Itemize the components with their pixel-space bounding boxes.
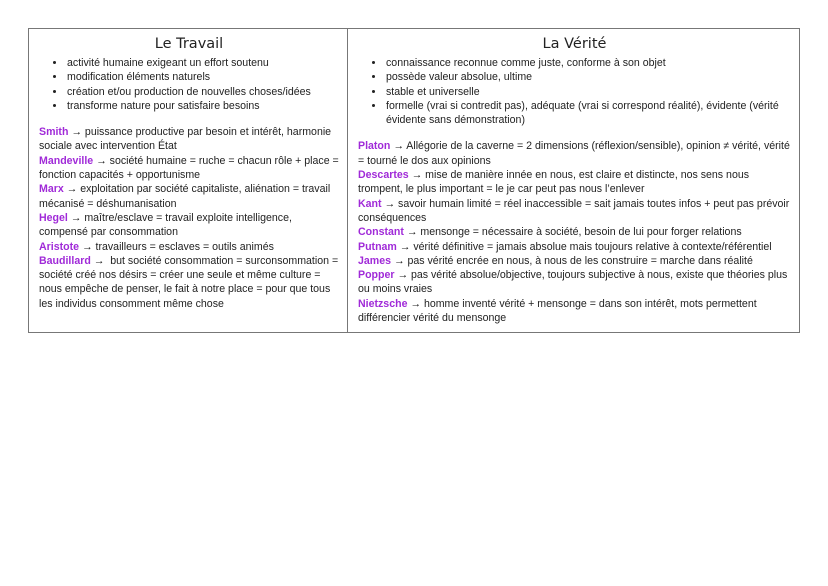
philosopher-name: Hegel bbox=[39, 211, 68, 224]
travail-bullet-list bbox=[39, 56, 339, 113]
entry-text: mensonge = nécessaire à société, besoin de lui pour forger relations bbox=[420, 226, 742, 239]
arrow-icon: → bbox=[68, 126, 85, 139]
arrow-icon: → bbox=[403, 226, 421, 239]
notes-table bbox=[28, 28, 800, 333]
entry-text: mise de manière innée en nous, est claire et distincte, nos sens nous trompent, le plus important = le je car peut pas nous l’enlever bbox=[358, 169, 750, 196]
travail-entry-baudillard bbox=[39, 254, 339, 311]
verite-entry-platon bbox=[358, 139, 791, 168]
arrow-icon: → bbox=[407, 297, 424, 310]
entry-text: exploitation par société capitaliste, aliénation = travail mécanisé = déshumanisation bbox=[39, 183, 331, 210]
arrow-icon: → bbox=[391, 254, 408, 267]
travail-entry-aristote bbox=[39, 240, 339, 254]
entry-text: Allégorie de la caverne = 2 dimensions (réflexion/sensible), opinion ≠ vérité, vérité = tourné le dos aux opinions bbox=[358, 140, 790, 167]
travail-entry-mandeville bbox=[39, 154, 339, 183]
verite-entry-kant bbox=[358, 197, 791, 226]
entry-text: maître/esclave = travail exploite intelligence, compensé par consommation bbox=[39, 211, 292, 239]
philosopher-name: James bbox=[358, 254, 391, 267]
travail-bullet: • transforme nature pour satisfaire besoins bbox=[66, 99, 339, 113]
arrow-icon: → bbox=[67, 211, 85, 224]
arrow-icon: → bbox=[381, 197, 399, 210]
travail-title: Le Travail bbox=[154, 36, 224, 52]
verite-entry-james bbox=[358, 254, 791, 268]
travail-entry-smith bbox=[39, 125, 339, 154]
verite-bullet: • formelle (vrai si contredit pas), adéquate (vrai si correspond réalité), évidente (vérité évidente sans démonstration) bbox=[385, 99, 791, 128]
philosopher-name: Marx bbox=[39, 183, 64, 196]
verite-entry-descartes bbox=[358, 168, 791, 197]
philosopher-name: Aristote bbox=[39, 240, 80, 253]
travail-bullet: • activité humaine exigeant un effort soutenu bbox=[66, 56, 339, 70]
arrow-icon: → bbox=[63, 183, 81, 196]
verite-entry-constant bbox=[358, 225, 791, 239]
philosopher-name: Descartes bbox=[358, 169, 409, 182]
philosopher-name: Kant bbox=[358, 197, 382, 210]
verite-entry-putnam bbox=[358, 240, 791, 254]
travail-entry-marx bbox=[39, 182, 339, 211]
travail-bullet: • modification éléments naturels bbox=[66, 70, 339, 84]
arrow-icon: → bbox=[93, 154, 110, 167]
arrow-icon: → bbox=[394, 269, 411, 282]
entry-text: vérité définitive = jamais absolue mais toujours relative à contexte/référentiel bbox=[413, 240, 772, 253]
verite-bullet: • stable et universelle bbox=[385, 85, 791, 99]
philosopher-name: Nietzsche bbox=[358, 297, 408, 310]
entry-text: savoir humain limité = réel inaccessible = sait jamais toutes infos + peut pas prévoir conséquences bbox=[358, 197, 790, 224]
arrow-icon: → bbox=[396, 240, 414, 253]
arrow-icon: → bbox=[79, 240, 96, 253]
philosopher-name: Mandeville bbox=[39, 154, 94, 167]
verite-entry-nietzsche bbox=[358, 297, 791, 326]
travail-entry-hegel bbox=[39, 211, 339, 240]
verite-bullet: • connaissance reconnue comme juste, conforme à son objet bbox=[385, 56, 791, 70]
entry-text: société humaine = ruche = chacun rôle + place = fonction capacités + opportunisme bbox=[39, 154, 339, 182]
philosopher-name: Baudillard bbox=[39, 254, 91, 267]
entry-text: pas vérité encrée en nous, à nous de les construire = marche dans réalité bbox=[407, 254, 753, 267]
philosopher-name: Smith bbox=[39, 126, 69, 139]
arrow-icon: → bbox=[390, 140, 407, 153]
arrow-icon: → bbox=[90, 254, 111, 267]
travail-column bbox=[29, 29, 348, 333]
entry-text: pas vérité absolue/objective, toujours subjective à nous, existe que théories plus ou moins vraies bbox=[358, 269, 788, 296]
philosopher-name: Platon bbox=[358, 140, 391, 153]
verite-column bbox=[348, 29, 800, 333]
entry-text: puissance productive par besoin et intérêt, harmonie sociale avec intervention État bbox=[39, 126, 332, 153]
philosopher-name: Constant bbox=[358, 226, 404, 239]
entry-text: but société consommation = surconsommation = société créé nos désirs = créer une seule et même culture = nous empêche de penser, le fait à notre place = pour que tous les individus consomment même chose bbox=[39, 254, 339, 310]
philosopher-name: Popper bbox=[358, 269, 395, 282]
travail-bullet: • création et/ou production de nouvelles choses/idées bbox=[66, 85, 339, 99]
verite-entry-popper bbox=[358, 268, 791, 297]
verite-bullet-list bbox=[358, 56, 791, 127]
entry-text: travailleurs = esclaves = outils animés bbox=[95, 240, 274, 253]
verite-bullet: • possède valeur absolue, ultime bbox=[385, 70, 791, 84]
arrow-icon: → bbox=[408, 169, 426, 182]
philosopher-name: Putnam bbox=[358, 240, 397, 253]
entry-text: homme inventé vérité + mensonge = dans son intérêt, mots permettent différencier vérité du mensonge bbox=[358, 297, 757, 325]
verite-title: La Vérité bbox=[542, 36, 607, 52]
